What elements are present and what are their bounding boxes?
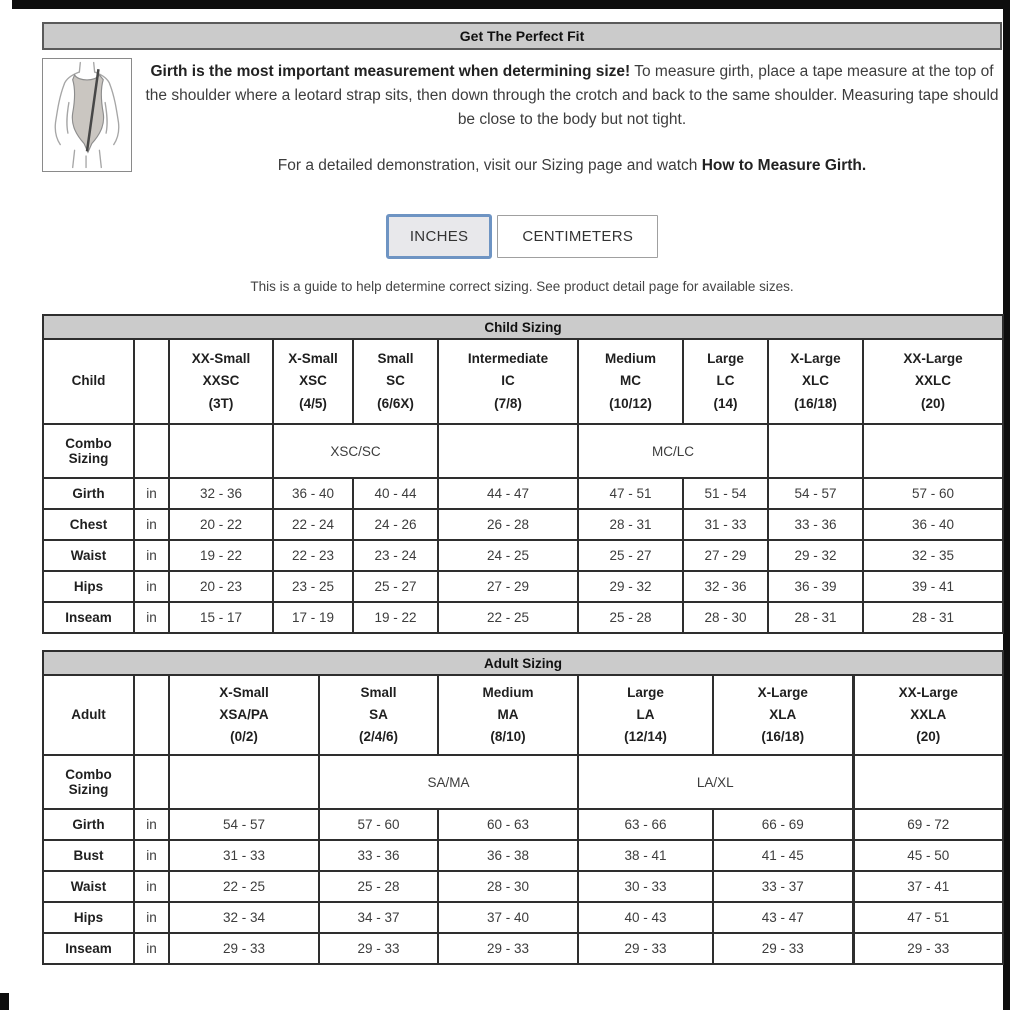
unit-cell: in [134,809,169,840]
size-numbers: (2/4/6) [358,729,399,745]
table-row-label: Adult [43,675,134,755]
screen-edge-right [1003,9,1010,1010]
value-cell: 22 - 23 [273,540,353,571]
combo-unit-cell [134,755,169,809]
value-cell: 29 - 33 [169,933,319,964]
value-cell: 37 - 40 [438,902,578,933]
size-name: X-Small [219,684,269,700]
value-cell: 32 - 36 [683,571,768,602]
measure-label: Hips [43,571,134,602]
measure-label: Waist [43,540,134,571]
value-cell: 23 - 25 [273,571,353,602]
size-code: XXSC [202,373,240,389]
value-cell: 27 - 29 [438,571,578,602]
value-cell: 29 - 33 [853,933,1003,964]
unit-cell: in [134,902,169,933]
combo-group-cell [863,424,1003,478]
size-code: XXLA [910,706,947,722]
value-cell: 41 - 45 [713,840,853,871]
value-cell: 28 - 31 [578,509,683,540]
value-cell: 27 - 29 [683,540,768,571]
size-code: SC [386,373,405,389]
unit-cell: in [134,840,169,871]
measure-label: Bust [43,840,134,871]
value-cell: 26 - 28 [438,509,578,540]
combo-group-cell [853,755,1003,809]
screen-edge-top [12,0,1010,9]
value-cell: 47 - 51 [853,902,1003,933]
value-cell: 15 - 17 [169,602,273,633]
value-cell: 24 - 26 [353,509,438,540]
combo-group-cell: LA/XL [578,755,853,809]
size-name: XX-Small [191,351,251,367]
combo-group-cell: XSC/SC [273,424,438,478]
size-name: Medium [604,351,656,367]
guide-note: This is a guide to help determine correct sizing. See product detail page for available sizes. [250,279,794,295]
value-cell: 57 - 60 [319,809,438,840]
value-cell: 22 - 24 [273,509,353,540]
value-cell: 23 - 24 [353,540,438,571]
value-cell: 17 - 19 [273,602,353,633]
combo-group-cell [169,424,273,478]
size-numbers: (4/5) [299,395,327,411]
value-cell: 45 - 50 [853,840,1003,871]
measure-label: Girth [43,478,134,509]
girth-instructions-lead: Girth is the most important measurement when determining size! [150,63,631,80]
size-column-header [578,675,713,755]
unit-column-header [134,339,169,424]
value-cell: 28 - 30 [683,602,768,633]
size-code: LC [716,373,735,389]
value-cell: 19 - 22 [169,540,273,571]
combo-group-cell [438,424,578,478]
value-cell: 32 - 35 [863,540,1003,571]
value-cell: 54 - 57 [768,478,863,509]
unit-toggle [42,214,1002,259]
size-numbers: (3T) [208,395,234,411]
size-numbers: (8/10) [490,729,526,745]
size-name: XX-Large [903,351,963,367]
unit-cell: in [134,540,169,571]
value-cell: 30 - 33 [578,871,713,902]
page-title [42,22,1002,50]
size-column-header [273,339,353,424]
value-cell: 33 - 36 [319,840,438,871]
screen-edge-bottom-left [0,993,9,1010]
value-cell: 37 - 41 [853,871,1003,902]
unit-cell: in [134,509,169,540]
size-column-header [353,339,438,424]
demo-note-text: For a detailed demonstration, visit our Sizing page and watch [277,157,702,175]
value-cell: 34 - 37 [319,902,438,933]
size-column-header [768,339,863,424]
centimeters-button[interactable]: CENTIMETERS [497,215,658,258]
value-cell: 39 - 41 [863,571,1003,602]
unit-cell: in [134,478,169,509]
value-cell: 36 - 39 [768,571,863,602]
value-cell: 29 - 32 [578,571,683,602]
value-cell: 22 - 25 [169,871,319,902]
value-cell: 32 - 34 [169,902,319,933]
size-numbers: (16/18) [794,395,837,411]
combo-unit-cell [134,424,169,478]
adult-sizing-table [42,650,1004,965]
size-code: SA [369,706,388,722]
value-cell: 36 - 40 [273,478,353,509]
table-title: Adult Sizing [43,651,1003,675]
value-cell: 25 - 28 [578,602,683,633]
size-code: LA [636,706,655,722]
size-name: X-Large [790,351,841,367]
table-title: Child Sizing [43,315,1003,339]
value-cell: 33 - 36 [768,509,863,540]
measure-label: Waist [43,871,134,902]
size-numbers: (14) [713,395,738,411]
size-name: Intermediate [467,351,549,367]
size-code: XLC [802,373,829,389]
size-name: X-Small [288,351,338,367]
value-cell: 22 - 25 [438,602,578,633]
size-numbers: (20) [921,395,946,411]
value-cell: 28 - 30 [438,871,578,902]
size-numbers: (20) [916,729,941,745]
unit-cell: in [134,571,169,602]
size-column-header [438,675,578,755]
value-cell: 19 - 22 [353,602,438,633]
unit-cell: in [134,871,169,902]
value-cell: 47 - 51 [578,478,683,509]
value-cell: 31 - 33 [683,509,768,540]
value-cell: 51 - 54 [683,478,768,509]
size-name: X-Large [757,684,808,700]
combo-row-label: Combo Sizing [43,424,134,478]
size-column-header [683,339,768,424]
value-cell: 33 - 37 [713,871,853,902]
size-code: XSC [299,373,327,389]
value-cell: 28 - 31 [863,602,1003,633]
size-name: Medium [482,684,534,700]
unit-cell: in [134,933,169,964]
size-name: Small [360,684,397,700]
value-cell: 40 - 43 [578,902,713,933]
unit-column-header [134,675,169,755]
size-column-header [853,675,1003,755]
combo-group-cell [169,755,319,809]
intro-text-block [132,58,1002,178]
size-name: XX-Large [898,684,958,700]
value-cell: 31 - 33 [169,840,319,871]
value-cell: 69 - 72 [853,809,1003,840]
combo-row-label: Combo Sizing [43,755,134,809]
size-name: Large [627,684,664,700]
size-name: Small [377,351,414,367]
size-code: XSA/PA [219,706,269,722]
value-cell: 25 - 27 [353,571,438,602]
value-cell: 36 - 40 [863,509,1003,540]
value-cell: 20 - 22 [169,509,273,540]
size-name: Large [707,351,744,367]
leotard-figure-icon [45,61,129,169]
value-cell: 66 - 69 [713,809,853,840]
value-cell: 28 - 31 [768,602,863,633]
size-column-header [169,675,319,755]
measure-label: Inseam [43,602,134,633]
intro-section [42,58,1002,178]
measure-label: Hips [43,902,134,933]
size-numbers: (6/6X) [377,395,414,411]
size-code: IC [501,373,515,389]
value-cell: 54 - 57 [169,809,319,840]
girth-instructions [142,60,1002,132]
value-cell: 20 - 23 [169,571,273,602]
measure-label: Girth [43,809,134,840]
size-column-header [438,339,578,424]
demo-note [142,154,1002,178]
combo-group-cell: MC/LC [578,424,768,478]
value-cell: 36 - 38 [438,840,578,871]
value-cell: 29 - 33 [438,933,578,964]
value-cell: 29 - 33 [319,933,438,964]
size-column-header [169,339,273,424]
size-numbers: (10/12) [609,395,652,411]
value-cell: 44 - 47 [438,478,578,509]
value-cell: 29 - 33 [578,933,713,964]
table-row-label: Child [43,339,134,424]
combo-group-cell [768,424,863,478]
size-code: XXLC [915,373,952,389]
value-cell: 57 - 60 [863,478,1003,509]
value-cell: 60 - 63 [438,809,578,840]
size-numbers: (0/2) [230,729,258,745]
value-cell: 38 - 41 [578,840,713,871]
value-cell: 24 - 25 [438,540,578,571]
size-column-header [319,675,438,755]
demo-note-bold: How to Measure Girth. [701,157,867,175]
measure-label: Inseam [43,933,134,964]
value-cell: 43 - 47 [713,902,853,933]
size-column-header [713,675,853,755]
size-code: XLA [769,706,797,722]
size-column-header [578,339,683,424]
size-code: MA [497,706,519,722]
size-column-header [863,339,1003,424]
value-cell: 29 - 33 [713,933,853,964]
size-numbers: (16/18) [761,729,805,745]
size-numbers: (12/14) [624,729,667,745]
child-sizing-table [42,314,1004,634]
value-cell: 25 - 27 [578,540,683,571]
girth-instructions-body: To measure girth, place a tape measure at the top of the shoulder where a leotard strap sits, then down through the crotch and back to the same shoulder. Measuring tape should be close to the body but not tight. [145,63,999,129]
measure-label: Chest [43,509,134,540]
value-cell: 63 - 66 [578,809,713,840]
size-numbers: (7/8) [494,395,522,411]
value-cell: 32 - 36 [169,478,273,509]
girth-measurement-illustration [42,58,132,172]
value-cell: 40 - 44 [353,478,438,509]
page-title-text: Get The Perfect Fit [459,28,585,44]
value-cell: 29 - 32 [768,540,863,571]
size-code: MC [620,373,641,389]
value-cell: 25 - 28 [319,871,438,902]
combo-group-cell: SA/MA [319,755,578,809]
unit-cell: in [134,602,169,633]
inches-button[interactable]: INCHES [386,214,492,259]
